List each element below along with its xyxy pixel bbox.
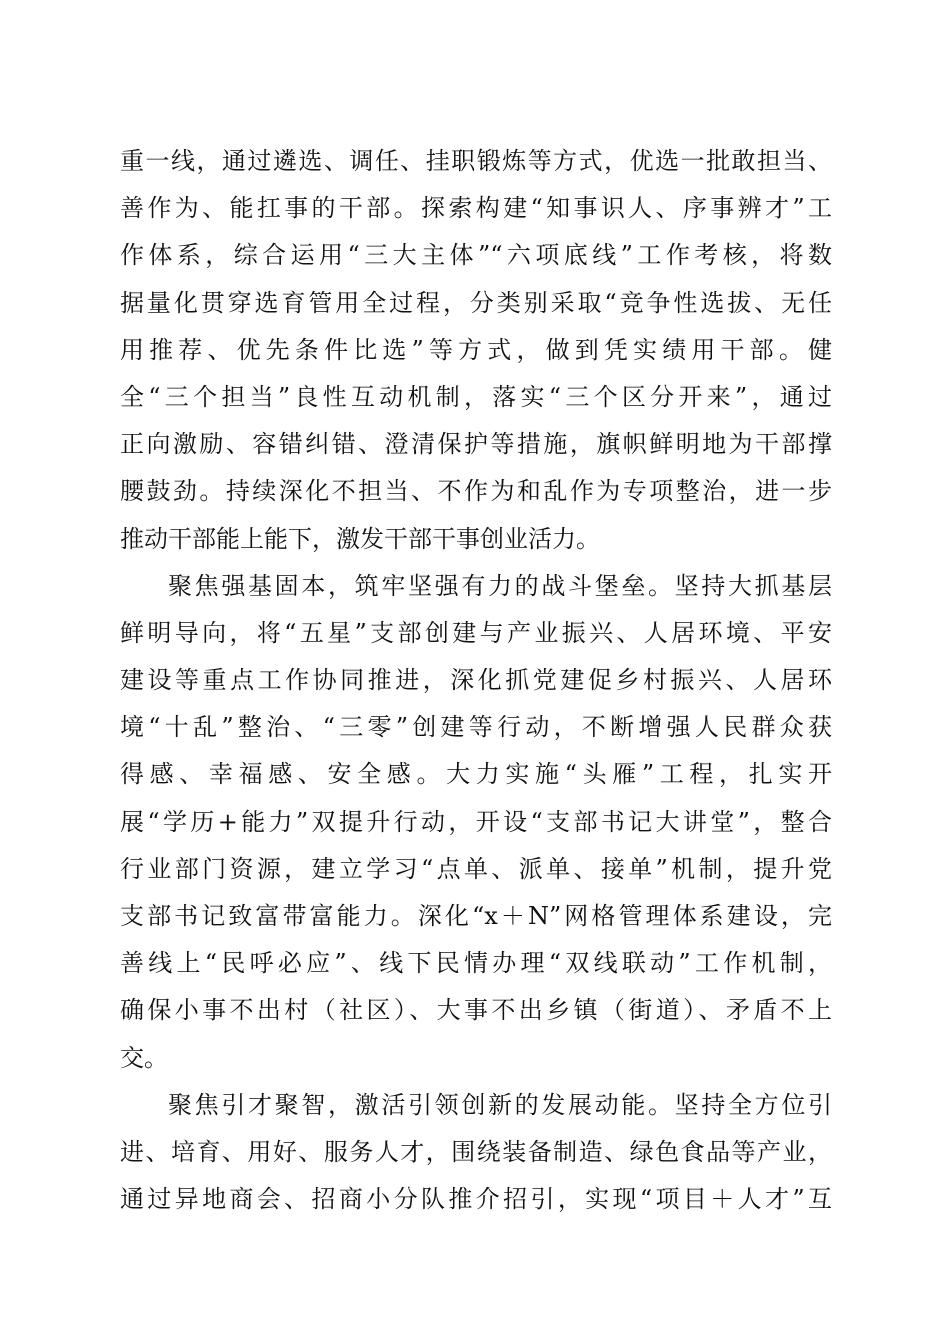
text-line: 用推荐、优先条件比选”等方式，做到凭实绩用干部。健 [120,335,832,364]
text-line: 善线上“民呼必应”、线下民情办理“双线联动”工作机制， [120,949,832,978]
text-line: 展“学历+能力”双提升行动，开设“支部书记大讲堂”，整合 [120,807,832,836]
text-line: 腰鼓劲。持续深化不担当、不作为和乱作为专项整治，进一步 [120,477,832,506]
text-line: 建设等重点工作协同推进，深化抓党建促乡村振兴、人居环 [120,666,832,695]
text-line: 鲜明导向，将“五星”支部创建与产业振兴、人居环境、平安 [120,618,832,647]
text-line: 据量化贯穿选育管用全过程，分类别采取“竞争性选拔、无任 [120,288,832,317]
text-line: 推动干部能上能下，激发干部干事创业活力。 [120,524,600,553]
text-line: 进、培育、用好、服务人才，围绕装备制造、绿色食品等产业， [120,1137,832,1166]
paragraph-first-line: 聚焦强基固本，筑牢坚强有力的战斗堡垒。坚持大抓基层 [168,571,832,600]
text-line: 全“三个担当”良性互动机制，落实“三个区分开来”，通过 [120,382,832,411]
text-line: 行业部门资源，建立学习“点单、派单、接单”机制，提升党 [120,854,832,883]
text-line: 善作为、能扛事的干部。探索构建“知事识人、序事辨才”工 [120,194,832,223]
text-line: 确保小事不出村（社区）、大事不出乡镇（街道）、矛盾不上 [120,996,832,1025]
text-line: 境“十乱”整治、“三零”创建等行动，不断增强人民群众获 [120,713,832,742]
text-line: 支部书记致富带富能力。深化“x＋N”网格管理体系建设，完 [120,902,832,930]
text-line: 通过异地商会、招商小分队推介招引，实现“项目＋人才”互 [120,1185,832,1214]
text-line: 得感、幸福感、安全感。大力实施“头雁”工程，扎实开 [120,760,832,789]
body-text [120,138,832,1223]
text-line: 正向激励、容错纠错、澄清保护等措施，旗帜鲜明地为干部撑 [120,430,832,459]
text-line: 作体系，综合运用“三大主体”“六项底线”工作考核，将数 [120,241,832,270]
text-line: 交。 [120,1043,168,1072]
text-line: 重一线，通过遴选、调任、挂职锻炼等方式，优选一批敢担当、 [120,147,832,175]
paragraph-first-line: 聚焦引才聚智，激活引领创新的发展动能。坚持全方位引 [168,1090,832,1119]
